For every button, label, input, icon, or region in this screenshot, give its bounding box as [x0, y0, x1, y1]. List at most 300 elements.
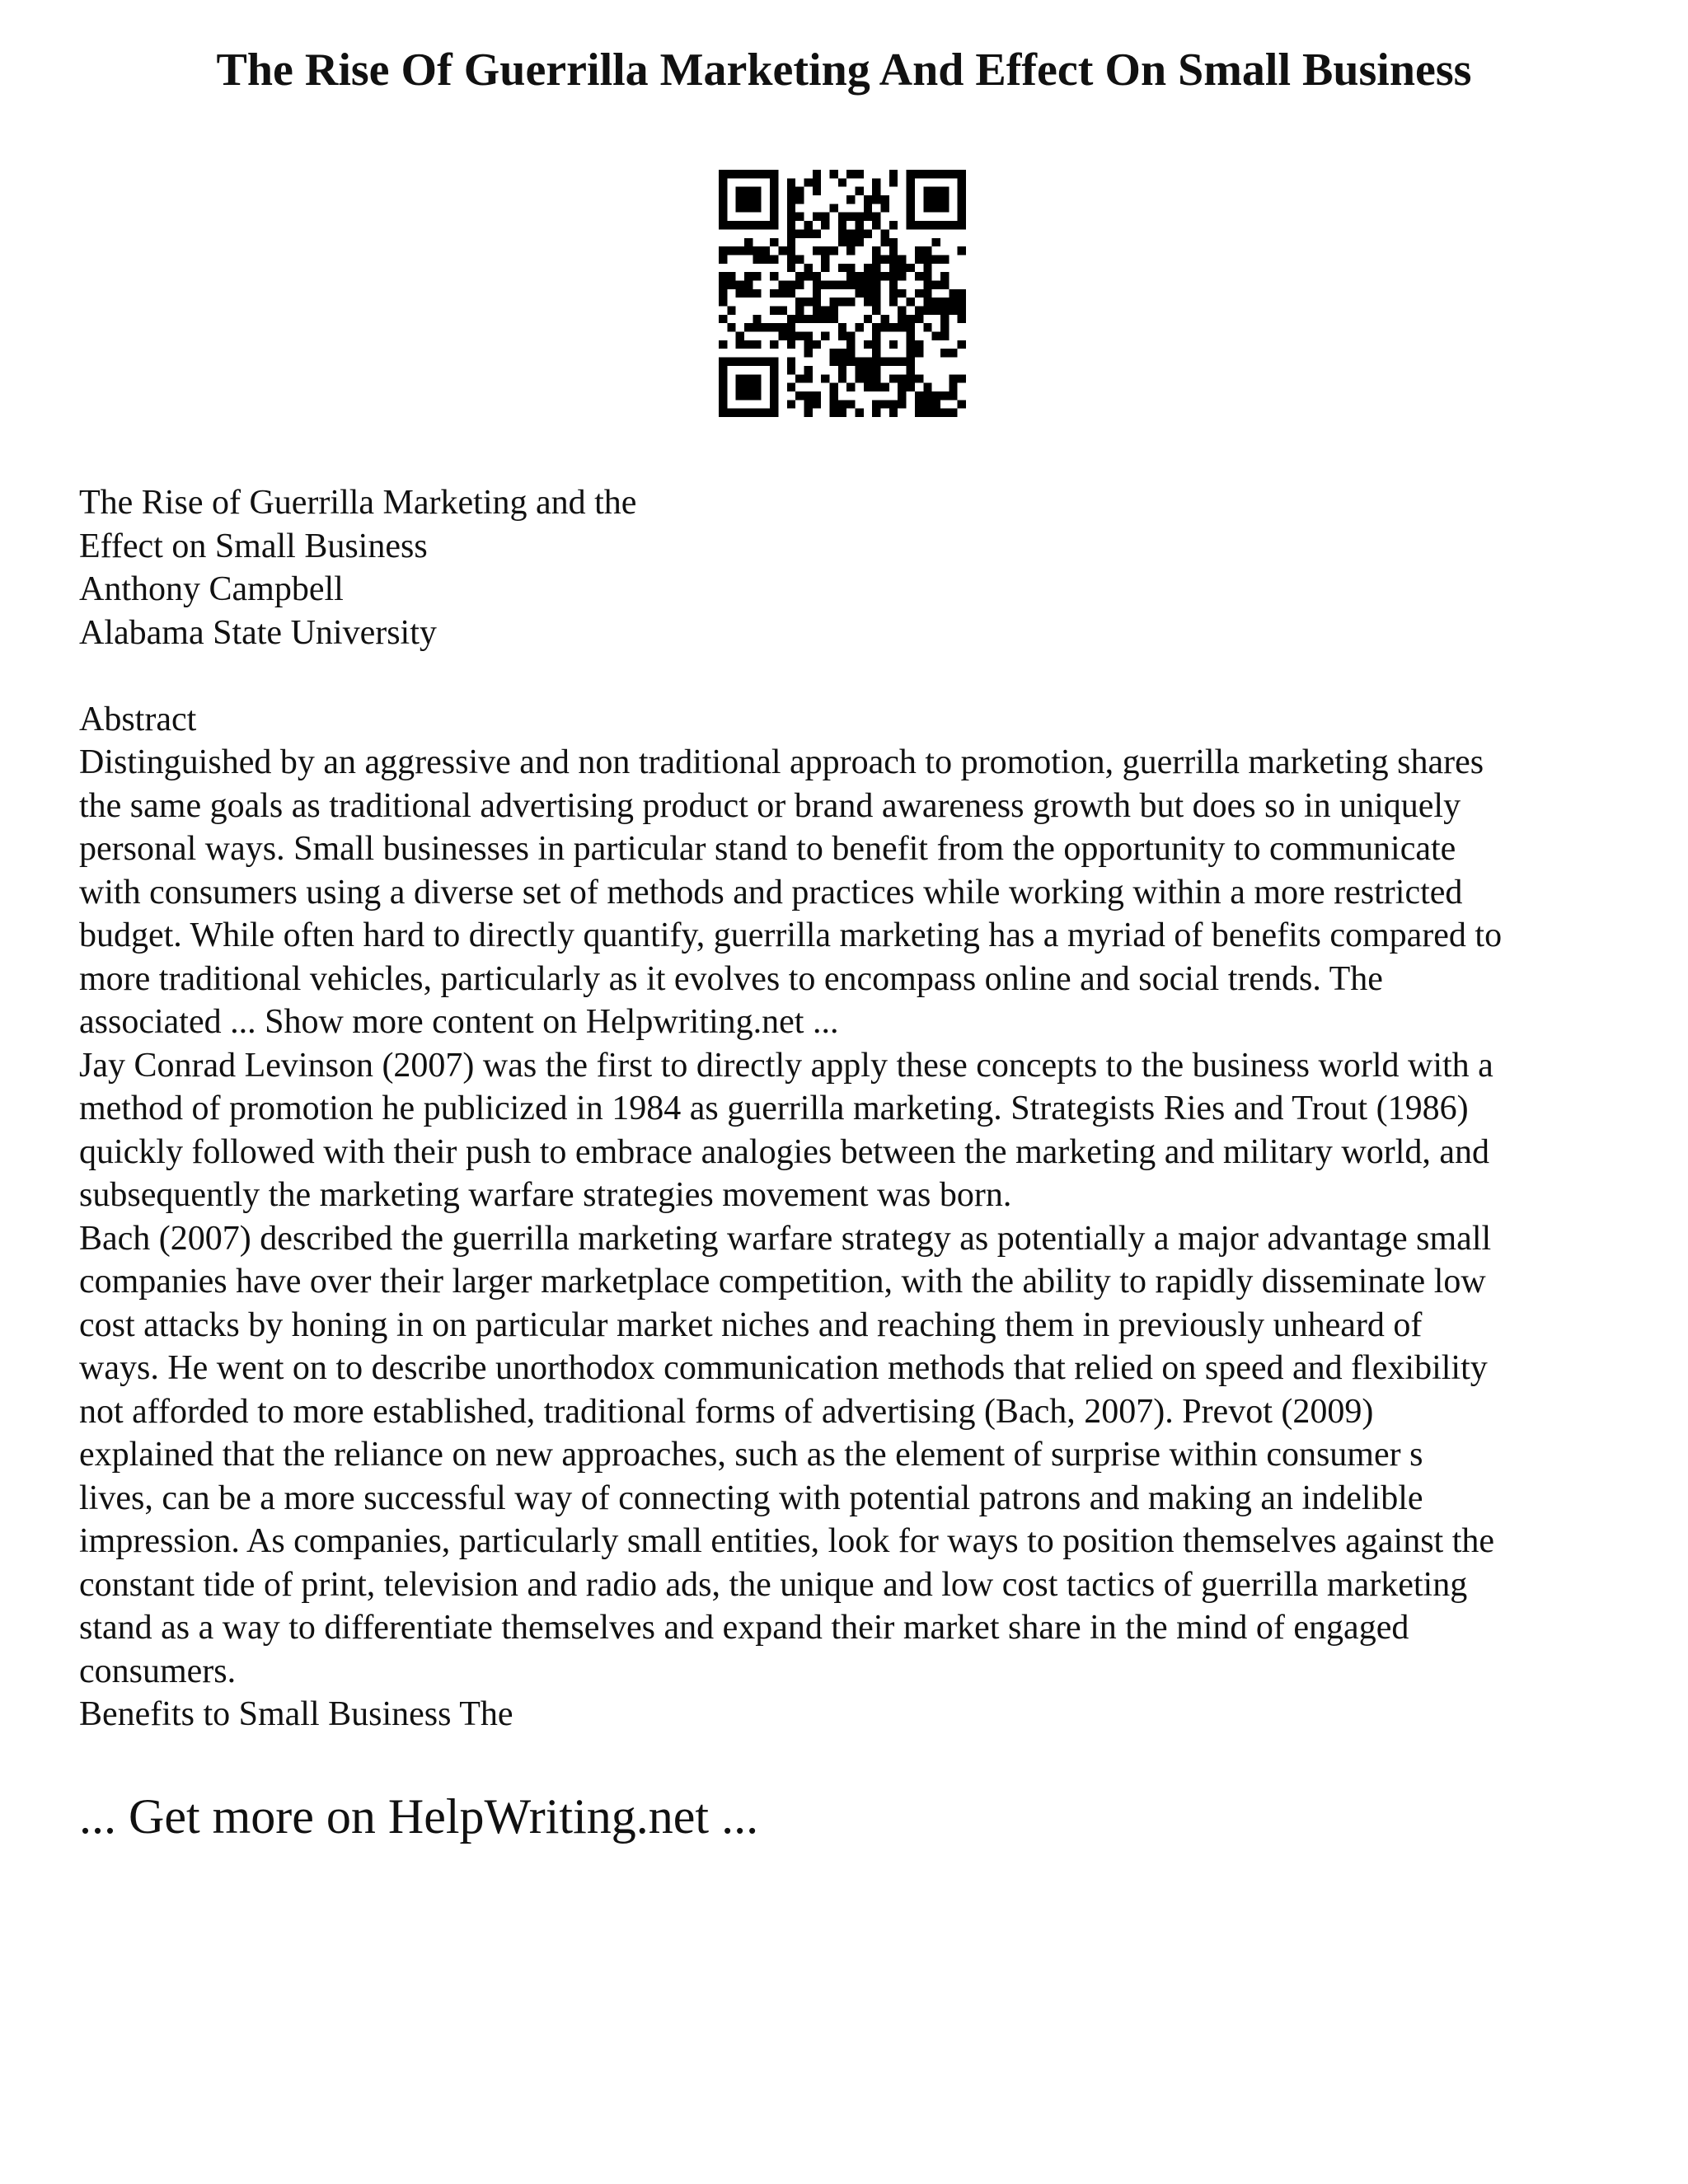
qr-module — [838, 358, 846, 366]
qr-module — [770, 204, 778, 212]
qr-module — [719, 400, 727, 408]
qr-module — [727, 170, 735, 178]
qr-module — [958, 374, 966, 382]
qr-module — [753, 323, 761, 331]
qr-module — [787, 264, 795, 272]
qr-module — [872, 323, 880, 331]
qr-module — [838, 323, 846, 331]
qr-module — [907, 221, 915, 229]
qr-module — [787, 221, 795, 229]
qr-module — [915, 255, 923, 263]
qr-module — [838, 280, 846, 288]
qr-module — [889, 280, 898, 288]
qr-module — [838, 409, 846, 417]
qr-module — [846, 298, 855, 306]
qr-module — [787, 289, 795, 298]
qr-module — [795, 374, 804, 382]
qr-module — [787, 238, 795, 246]
qr-module — [736, 280, 744, 288]
qr-module — [923, 289, 931, 298]
qr-module — [736, 358, 744, 366]
qr-module — [889, 178, 898, 186]
qr-module — [915, 307, 923, 315]
qr-module — [958, 289, 966, 298]
qr-module — [846, 340, 855, 349]
qr-module — [872, 383, 880, 391]
qr-module — [744, 323, 753, 331]
qr-module — [915, 315, 923, 323]
qr-module — [949, 374, 957, 382]
qr-module — [872, 213, 880, 221]
qr-module — [804, 391, 812, 400]
qr-module — [923, 383, 931, 391]
qr-module — [958, 221, 966, 229]
qr-module — [813, 187, 821, 195]
qr-module — [778, 307, 786, 315]
paragraph-2-line: impression. As companies, particularly small entities, look for ways to position themselves against the — [79, 1522, 1495, 1560]
qr-module — [813, 315, 821, 323]
qr-module — [770, 238, 778, 246]
qr-module — [736, 332, 744, 340]
qr-module — [940, 349, 949, 357]
qr-module — [907, 383, 915, 391]
qr-module — [838, 374, 846, 382]
qr-module — [864, 298, 872, 306]
qr-module — [864, 213, 872, 221]
paragraph-2-line: explained that the reliance on new approaches, such as the element of surprise within consumer s — [79, 1436, 1423, 1474]
abstract-line: more traditional vehicles, particularly as it evolves to encompass online and social trends. The — [79, 959, 1383, 998]
qr-module — [744, 409, 753, 417]
qr-module — [907, 349, 915, 357]
qr-module — [949, 289, 957, 298]
qr-module — [829, 400, 837, 408]
qr-module — [940, 315, 949, 323]
qr-module — [923, 307, 931, 315]
qr-module — [949, 221, 957, 229]
qr-module — [889, 323, 898, 331]
qr-module — [932, 221, 940, 229]
qr-module — [889, 264, 898, 272]
qr-module — [881, 272, 889, 280]
qr-module — [958, 400, 966, 408]
qr-module — [889, 298, 898, 306]
qr-module — [719, 178, 727, 186]
qr-module — [744, 374, 753, 382]
qr-module — [907, 332, 915, 340]
qr-module — [753, 289, 761, 298]
paragraph-2-line: lives, can be a more successful way of connecting with potential patrons and making an indelible — [79, 1479, 1423, 1517]
qr-module — [846, 272, 855, 280]
qr-module — [846, 400, 855, 408]
qr-module — [719, 280, 727, 288]
qr-module — [727, 221, 735, 229]
qr-module — [753, 272, 761, 280]
qr-module — [856, 366, 864, 374]
qr-module — [872, 246, 880, 255]
qr-module — [856, 323, 864, 331]
qr-module — [889, 340, 898, 349]
qr-module — [787, 383, 795, 391]
qr-module — [770, 170, 778, 178]
qr-module — [915, 246, 923, 255]
qr-module — [753, 383, 761, 391]
qr-module — [719, 391, 727, 400]
qr-module — [881, 315, 889, 323]
qr-module — [856, 187, 864, 195]
author-name: Anthony Campbell — [79, 570, 344, 608]
qr-module — [770, 178, 778, 186]
qr-module — [915, 272, 923, 280]
qr-module — [787, 187, 795, 195]
qr-module — [898, 323, 906, 331]
qr-module — [736, 289, 744, 298]
qr-module — [821, 332, 829, 340]
qr-module — [787, 332, 795, 340]
qr-module — [762, 255, 770, 263]
qr-module — [753, 409, 761, 417]
qr-module — [719, 272, 727, 280]
qr-module — [923, 255, 931, 263]
qr-module — [744, 340, 753, 349]
qr-module — [804, 264, 812, 272]
qr-module — [719, 409, 727, 417]
qr-module — [940, 195, 949, 204]
paragraph-1-line: method of promotion he publicized in 1984 as guerrilla marketing. Strategists Ries and Trout (1986) — [79, 1090, 1469, 1127]
paragraph-2-line: not afforded to more established, traditional forms of advertising (Bach, 2007). Prevot (2009) — [79, 1392, 1374, 1431]
qr-module — [907, 358, 915, 366]
qr-module — [881, 383, 889, 391]
qr-module — [872, 178, 880, 186]
abstract-show-more-link[interactable]: associated ... Show more content on Helpwriting.net ... — [79, 1003, 839, 1041]
qr-module — [846, 238, 855, 246]
qr-module — [932, 280, 940, 288]
qr-module — [872, 272, 880, 280]
qr-module — [872, 280, 880, 288]
qr-module — [907, 340, 915, 349]
qr-module — [770, 383, 778, 391]
qr-module — [881, 358, 889, 366]
qr-module — [813, 298, 821, 306]
qr-module — [907, 178, 915, 186]
qr-module — [856, 374, 864, 382]
qr-module — [898, 289, 906, 298]
paragraph-1-line: subsequently the marketing warfare strategies movement was born. — [79, 1176, 1012, 1214]
qr-module — [864, 289, 872, 298]
qr-module — [804, 315, 812, 323]
qr-module — [813, 289, 821, 298]
qr-module — [762, 170, 770, 178]
qr-module — [829, 307, 837, 315]
qr-module — [804, 400, 812, 408]
qr-module — [889, 272, 898, 280]
qr-module — [958, 178, 966, 186]
qr-module — [889, 358, 898, 366]
qr-module — [778, 246, 786, 255]
qr-module — [829, 349, 837, 357]
qr-module — [787, 195, 795, 204]
qr-module — [821, 307, 829, 315]
qr-module — [915, 409, 923, 417]
qr-module — [813, 307, 821, 315]
qr-module — [846, 349, 855, 357]
qr-module — [770, 340, 778, 349]
qr-module — [932, 195, 940, 204]
qr-module — [864, 366, 872, 374]
qr-module — [736, 246, 744, 255]
qr-module — [838, 229, 846, 237]
qr-module — [736, 195, 744, 204]
qr-module — [804, 272, 812, 280]
qr-module — [958, 315, 966, 323]
qr-module — [795, 229, 804, 237]
qr-module — [813, 229, 821, 237]
qr-module — [829, 204, 837, 212]
qr-module — [821, 280, 829, 288]
qr-module — [846, 280, 855, 288]
qr-module — [881, 238, 889, 246]
paragraph-2-line: companies have over their larger marketplace competition, with the ability to rapidly disseminate low — [79, 1263, 1486, 1301]
paragraph-2-line: constant tide of print, television and radio ads, the unique and low cost tactics of guerrilla marketing — [79, 1565, 1468, 1604]
qr-module — [838, 366, 846, 374]
qr-module — [719, 204, 727, 212]
qr-module — [719, 315, 727, 323]
abstract-line: with consumers using a diverse set of methods and practices while working within a more restricted — [79, 873, 1463, 912]
qr-module — [923, 170, 931, 178]
qr-module — [932, 255, 940, 263]
qr-module — [915, 221, 923, 229]
qr-module — [762, 409, 770, 417]
qr-module — [813, 170, 821, 178]
qr-module — [872, 298, 880, 306]
qr-module — [838, 178, 846, 186]
qr-module — [932, 391, 940, 400]
qr-module — [719, 213, 727, 221]
qr-module — [872, 340, 880, 349]
qr-module — [940, 391, 949, 400]
section-start-line: Benefits to Small Business The — [79, 1695, 513, 1733]
qr-module — [813, 340, 821, 349]
qr-module — [719, 374, 727, 382]
qr-module — [753, 340, 761, 349]
qr-module — [949, 170, 957, 178]
qr-module — [838, 238, 846, 246]
qr-module — [923, 323, 931, 331]
qr-module — [770, 195, 778, 204]
paragraph-2-line: ways. He went on to describe unorthodox communication methods that relied on speed and flexibility — [79, 1349, 1488, 1387]
qr-module — [872, 195, 880, 204]
qr-module — [940, 272, 949, 280]
qr-module — [787, 323, 795, 331]
qr-module — [770, 366, 778, 374]
qr-module — [872, 255, 880, 263]
qr-module — [719, 383, 727, 391]
qr-module — [813, 391, 821, 400]
qr-module — [907, 264, 915, 272]
qr-module — [787, 315, 795, 323]
qr-module — [753, 221, 761, 229]
qr-module — [864, 358, 872, 366]
qr-module — [778, 332, 786, 340]
qr-module — [795, 391, 804, 400]
qr-module — [727, 409, 735, 417]
qr-module — [744, 289, 753, 298]
qr-module — [949, 409, 957, 417]
qr-module — [949, 349, 957, 357]
qr-module — [829, 170, 837, 178]
qr-module — [864, 340, 872, 349]
qr-module — [872, 221, 880, 229]
qr-module — [889, 289, 898, 298]
qr-module — [770, 187, 778, 195]
abstract-line: the same goals as traditional advertising product or brand awareness growth but does so in uniquely — [79, 786, 1461, 825]
qr-module — [804, 229, 812, 237]
qr-module — [907, 170, 915, 178]
qr-module — [778, 280, 786, 288]
paragraph-1-line: Jay Conrad Levinson (2007) was the first to directly apply these concepts to the business world with a — [79, 1046, 1493, 1085]
qr-module — [958, 298, 966, 306]
qr-module — [744, 383, 753, 391]
qr-module — [958, 213, 966, 221]
header-line: Effect on Small Business — [79, 527, 428, 565]
qr-module — [744, 246, 753, 255]
qr-module — [898, 272, 906, 280]
qr-module — [804, 366, 812, 374]
qr-module — [846, 229, 855, 237]
qr-module — [872, 264, 880, 272]
qr-module — [770, 323, 778, 331]
qr-module — [940, 307, 949, 315]
qr-module — [923, 298, 931, 306]
qr-module — [727, 323, 735, 331]
qr-module — [940, 170, 949, 178]
qr-module — [864, 195, 872, 204]
abstract-line: budget. While often hard to directly quantify, guerrilla marketing has a myriad of benefits compared to — [79, 916, 1503, 954]
qr-module — [744, 238, 753, 246]
qr-module — [829, 280, 837, 288]
qr-module — [787, 358, 795, 366]
qr-module — [795, 195, 804, 204]
qr-module — [829, 409, 837, 417]
qr-module — [821, 213, 829, 221]
qr-module — [940, 323, 949, 331]
qr-module — [864, 315, 872, 323]
qr-module — [736, 383, 744, 391]
qr-module — [813, 178, 821, 186]
spacer — [79, 654, 1629, 698]
qr-module — [753, 187, 761, 195]
qr-module — [881, 229, 889, 237]
qr-module — [856, 238, 864, 246]
qr-module — [889, 409, 898, 417]
qr-module — [889, 255, 898, 263]
qr-module — [923, 400, 931, 408]
qr-module — [915, 374, 923, 382]
qr-module — [932, 307, 940, 315]
qr-module — [787, 280, 795, 288]
qr-module — [770, 358, 778, 366]
qr-module — [753, 374, 761, 382]
qr-module — [787, 178, 795, 186]
get-more-link[interactable]: ... Get more on HelpWriting.net ... — [79, 1789, 759, 1844]
qr-module — [795, 315, 804, 323]
qr-module — [838, 264, 846, 272]
qr-module — [795, 307, 804, 315]
qr-module — [915, 400, 923, 408]
qr-module — [872, 307, 880, 315]
qr-module — [719, 246, 727, 255]
qr-module — [958, 340, 966, 349]
qr-module — [949, 391, 957, 400]
qr-module — [736, 340, 744, 349]
qr-module — [889, 170, 898, 178]
paragraph-1-line: quickly followed with their push to embrace analogies between the marketing and military world, and — [79, 1132, 1490, 1171]
qr-module — [787, 246, 795, 255]
document-title: The Rise Of Guerrilla Marketing And Effect On Small Business — [216, 45, 1472, 96]
qr-module — [736, 391, 744, 400]
qr-module — [736, 409, 744, 417]
qr-module — [864, 280, 872, 288]
qr-module — [923, 409, 931, 417]
qr-module — [915, 170, 923, 178]
qr-module — [923, 204, 931, 212]
qr-module — [829, 383, 837, 391]
qr-module — [856, 170, 864, 178]
qr-module — [932, 409, 940, 417]
qr-module — [719, 366, 727, 374]
qr-module — [795, 298, 804, 306]
qr-module — [958, 187, 966, 195]
qr-module — [753, 391, 761, 400]
qr-module — [898, 374, 906, 382]
qr-module — [795, 187, 804, 195]
qr-module — [856, 229, 864, 237]
qr-module — [753, 170, 761, 178]
qr-module — [932, 298, 940, 306]
qr-module — [923, 246, 931, 255]
qr-module — [736, 221, 744, 229]
qr-module — [923, 221, 931, 229]
qr-module — [778, 289, 786, 298]
qr-module — [872, 289, 880, 298]
qr-module — [753, 358, 761, 366]
qr-module — [923, 264, 931, 272]
qr-module — [923, 280, 931, 288]
paragraph-2-line: consumers. — [79, 1652, 237, 1690]
qr-module — [881, 323, 889, 331]
qr-module — [856, 289, 864, 298]
paragraph-2-line: Bach (2007) described the guerrilla marketing warfare strategy as potentially a major advantage small — [79, 1219, 1492, 1258]
qr-module — [958, 204, 966, 212]
qr-module — [864, 374, 872, 382]
qr-module — [744, 195, 753, 204]
qr-module — [719, 298, 727, 306]
qr-module — [846, 170, 855, 178]
qr-module — [872, 409, 880, 417]
qr-module — [940, 298, 949, 306]
qr-module — [719, 187, 727, 195]
qr-module — [898, 400, 906, 408]
qr-module — [787, 400, 795, 408]
paragraph-2-line: cost attacks by honing in on particular market niches and reaching them in previously unheard of — [79, 1305, 1423, 1344]
qr-module — [932, 204, 940, 212]
qr-module — [795, 280, 804, 288]
qr-module — [804, 221, 812, 229]
qr-module — [864, 229, 872, 237]
qr-module — [881, 400, 889, 408]
qr-module — [923, 187, 931, 195]
abstract-line: Distinguished by an aggressive and non traditional approach to promotion, guerrilla marketing shares — [79, 743, 1484, 781]
qr-module — [736, 204, 744, 212]
